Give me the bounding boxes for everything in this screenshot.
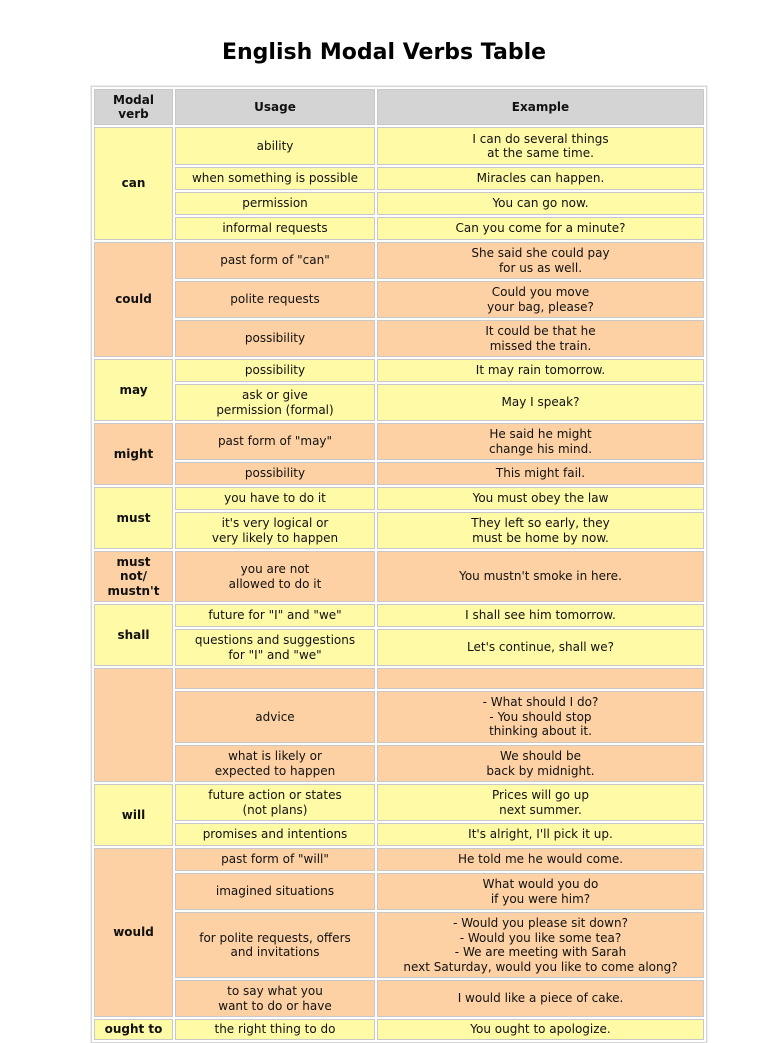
- example-cell: He said he might change his mind.: [377, 423, 704, 460]
- usage-cell: past form of "may": [175, 423, 375, 460]
- modal-verb-cell: shall: [94, 604, 173, 666]
- modal-verb-cell: would: [94, 848, 173, 1017]
- example-cell: I shall see him tomorrow.: [377, 604, 704, 627]
- example-cell: It may rain tomorrow.: [377, 359, 704, 382]
- example-cell: This might fail.: [377, 462, 704, 485]
- usage-cell: promises and intentions: [175, 823, 375, 846]
- usage-cell: [175, 668, 375, 689]
- example-cell: [377, 668, 704, 689]
- modal-verb-cell: ought to: [94, 1019, 173, 1040]
- modal-verb-cell: might: [94, 423, 173, 485]
- example-cell: We should be back by midnight.: [377, 745, 704, 782]
- example-cell: What would you do if you were him?: [377, 873, 704, 910]
- example-cell: I would like a piece of cake.: [377, 980, 704, 1017]
- header-modal-verb: Modal verb: [94, 89, 173, 125]
- page-title: English Modal Verbs Table: [221, 40, 547, 65]
- example-cell: Miracles can happen.: [377, 167, 704, 190]
- example-cell: Could you move your bag, please?: [377, 281, 704, 318]
- table-row: [94, 823, 704, 846]
- example-cell: Can you come for a minute?: [377, 217, 704, 240]
- header-example: Example: [377, 89, 704, 125]
- table-row: [94, 848, 704, 871]
- usage-cell: advice: [175, 691, 375, 743]
- table-row: [94, 423, 704, 460]
- modal-verb-cell: may: [94, 359, 173, 421]
- example-cell: She said she could pay for us as well.: [377, 242, 704, 279]
- example-cell: - Would you please sit down? - Would you like some tea? - We are meeting with Sarah next Saturday, would you like to come along?: [377, 912, 704, 978]
- usage-cell: polite requests: [175, 281, 375, 318]
- usage-cell: ability: [175, 127, 375, 165]
- table-row: [94, 320, 704, 357]
- usage-cell: to say what you want to do or have: [175, 980, 375, 1017]
- table-row: [94, 691, 704, 743]
- example-cell: It could be that he missed the train.: [377, 320, 704, 357]
- table-row: [94, 242, 704, 279]
- table-row: [94, 980, 704, 1017]
- modal-verb-cell: could: [94, 242, 173, 357]
- usage-cell: ask or give permission (formal): [175, 384, 375, 421]
- usage-cell: for polite requests, offers and invitations: [175, 912, 375, 978]
- modal-verb-cell: must not/ mustn't: [94, 551, 173, 602]
- example-cell: You can go now.: [377, 192, 704, 215]
- table-row: [94, 873, 704, 910]
- example-cell: He told me he would come.: [377, 848, 704, 871]
- modal-verb-cell: must: [94, 487, 173, 549]
- table-row: [94, 192, 704, 215]
- table-row: [94, 217, 704, 240]
- example-cell: I can do several things at the same time.: [377, 127, 704, 165]
- table-row: [94, 127, 704, 165]
- table-row: [94, 745, 704, 782]
- usage-cell: future action or states (not plans): [175, 784, 375, 821]
- usage-cell: possibility: [175, 462, 375, 485]
- usage-cell: when something is possible: [175, 167, 375, 190]
- table-row: [94, 462, 704, 485]
- table-row: [94, 668, 704, 689]
- example-cell: You ought to apologize.: [377, 1019, 704, 1040]
- usage-cell: possibility: [175, 359, 375, 382]
- modal-verbs-table-container: [91, 86, 707, 1043]
- table-row: [94, 167, 704, 190]
- modal-verb-cell: can: [94, 127, 173, 240]
- example-cell: They left so early, they must be home by now.: [377, 512, 704, 549]
- usage-cell: informal requests: [175, 217, 375, 240]
- usage-cell: the right thing to do: [175, 1019, 375, 1040]
- modal-verbs-table: [92, 87, 706, 1042]
- table-row: [94, 1019, 704, 1040]
- example-cell: May I speak?: [377, 384, 704, 421]
- table-row: [94, 912, 704, 978]
- table-row: [94, 487, 704, 510]
- usage-cell: future for "I" and "we": [175, 604, 375, 627]
- table-row: [94, 281, 704, 318]
- table-row: [94, 512, 704, 549]
- table-row: [94, 384, 704, 421]
- table-row: [94, 604, 704, 627]
- usage-cell: possibility: [175, 320, 375, 357]
- table-row: [94, 551, 704, 602]
- example-cell: Let's continue, shall we?: [377, 629, 704, 666]
- table-body: [94, 127, 704, 1040]
- header-row: [94, 89, 704, 125]
- usage-cell: you have to do it: [175, 487, 375, 510]
- modal-verb-cell: will: [94, 784, 173, 846]
- usage-cell: it's very logical or very likely to happen: [175, 512, 375, 549]
- example-cell: You mustn't smoke in here.: [377, 551, 704, 602]
- modal-verb-cell: [94, 668, 173, 782]
- usage-cell: what is likely or expected to happen: [175, 745, 375, 782]
- usage-cell: past form of "will": [175, 848, 375, 871]
- table-header: [94, 89, 704, 125]
- example-cell: Prices will go up next summer.: [377, 784, 704, 821]
- header-usage: Usage: [175, 89, 375, 125]
- usage-cell: you are not allowed to do it: [175, 551, 375, 602]
- usage-cell: permission: [175, 192, 375, 215]
- usage-cell: past form of "can": [175, 242, 375, 279]
- example-cell: It's alright, I'll pick it up.: [377, 823, 704, 846]
- example-cell: - What should I do? - You should stop thinking about it.: [377, 691, 704, 743]
- usage-cell: questions and suggestions for "I" and "we": [175, 629, 375, 666]
- table-row: [94, 629, 704, 666]
- example-cell: You must obey the law: [377, 487, 704, 510]
- table-row: [94, 784, 704, 821]
- usage-cell: imagined situations: [175, 873, 375, 910]
- table-row: [94, 359, 704, 382]
